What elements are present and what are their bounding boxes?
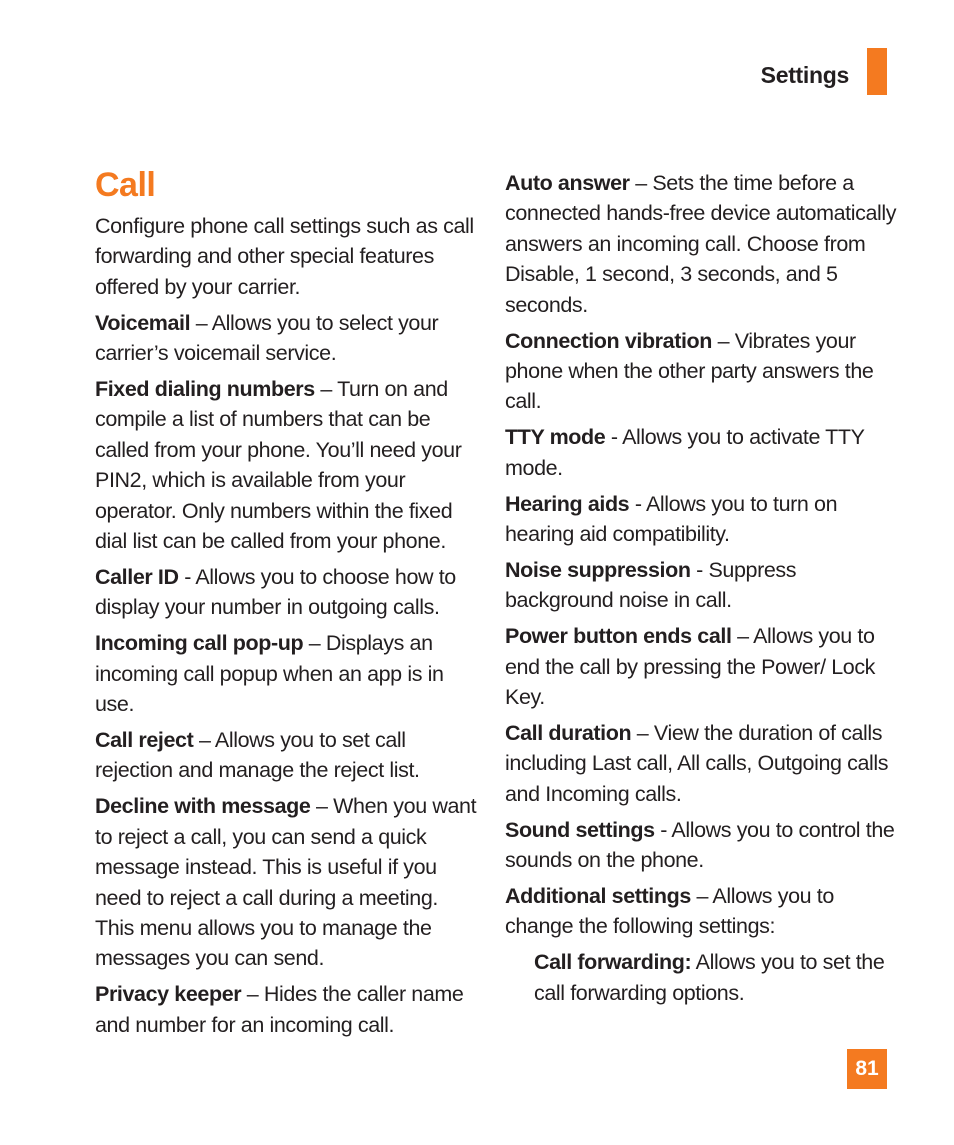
setting-desc: – Allows you to select your carrier’s voicemail service. xyxy=(95,310,439,366)
setting-call-forwarding xyxy=(505,947,897,1008)
setting-fixed-dialing xyxy=(95,374,480,556)
setting-term: Connection vibration xyxy=(505,328,713,353)
setting-power-button-ends-call xyxy=(505,621,897,712)
setting-hearing-aids xyxy=(505,489,897,550)
setting-term: Call forwarding: xyxy=(534,950,692,975)
setting-desc: – Hides the caller name and number for an incoming call. xyxy=(95,982,464,1037)
setting-connection-vibration xyxy=(505,326,897,417)
setting-decline-message xyxy=(95,791,480,973)
setting-term: Noise suppression xyxy=(505,557,691,582)
header-title: Settings xyxy=(760,62,849,88)
setting-term: TTY mode xyxy=(505,425,606,450)
setting-desc: - Suppress background noise in call. xyxy=(505,557,797,613)
setting-term: Decline with message xyxy=(95,794,311,819)
setting-additional-settings xyxy=(505,881,897,942)
section-title: Call xyxy=(95,166,156,204)
setting-desc: – Allows you to change the following settings: xyxy=(505,883,834,939)
setting-desc: – Allows you to end the call by pressing the Power/ Lock Key. xyxy=(505,624,876,709)
setting-term: Incoming call pop-up xyxy=(95,631,304,656)
setting-term: Caller ID xyxy=(95,564,179,589)
setting-desc: – Turn on and compile a list of numbers that can be called from your phone. You’ll need your PIN2, which is available from your operator. Only numbers within the fixed dial list can be called from your phone. xyxy=(95,377,462,554)
setting-call-reject xyxy=(95,725,480,786)
setting-noise-suppression xyxy=(505,555,897,616)
setting-desc: - Allows you to activate TTY mode. xyxy=(505,425,865,480)
setting-caller-id xyxy=(95,562,480,623)
setting-term: Auto answer xyxy=(505,171,630,195)
setting-term: Call reject xyxy=(95,728,194,752)
setting-sound-settings xyxy=(505,815,897,876)
setting-term: Hearing aids xyxy=(505,491,630,516)
setting-term: Additional settings xyxy=(505,883,691,908)
setting-desc: - Allows you to control the sounds on the phone. xyxy=(505,817,895,873)
setting-term: Fixed dialing numbers xyxy=(95,377,315,402)
setting-desc: – Displays an incoming call popup when an app is in use. xyxy=(95,631,444,717)
setting-desc: – Allows you to set call rejection and manage the reject list. xyxy=(95,728,420,783)
setting-incoming-popup xyxy=(95,628,480,719)
setting-desc: - Allows you to choose how to display your number in outgoing calls. xyxy=(95,564,456,620)
setting-term: Voicemail xyxy=(95,310,191,335)
page-number: 81 xyxy=(847,1049,887,1089)
setting-term: Sound settings xyxy=(505,817,655,842)
section-intro: Configure phone call settings such as call forwarding and other special features offered by your carrier. xyxy=(95,214,474,299)
setting-tty-mode xyxy=(505,422,897,483)
setting-desc: – Vibrates your phone when the other party answers the call. xyxy=(505,328,874,414)
right-column xyxy=(505,168,897,1014)
setting-term: Call duration xyxy=(505,720,632,745)
setting-desc: Allows you to set the call forwarding options. xyxy=(534,950,885,1005)
setting-term: Privacy keeper xyxy=(95,982,242,1007)
left-column xyxy=(95,211,480,1046)
setting-desc: – When you want to reject a call, you can send a quick message instead. This is useful if you need to reject a call during a meeting. This menu allows you to manage the messages you can send. xyxy=(95,794,477,971)
setting-privacy-keeper xyxy=(95,979,480,1040)
setting-call-duration xyxy=(505,718,897,809)
setting-desc: - Allows you to turn on hearing aid compatibility. xyxy=(505,491,838,546)
setting-term: Power button ends call xyxy=(505,624,732,649)
setting-auto-answer xyxy=(505,168,897,320)
setting-voicemail xyxy=(95,308,480,369)
setting-desc: – View the duration of calls including Last call, All calls, Outgoing calls and Incoming calls. xyxy=(505,720,889,806)
setting-desc: – Sets the time before a connected hands-free device automatically answers an incoming call. Choose from Disable, 1 second, 3 seconds, and 5 seconds. xyxy=(505,171,897,317)
header-accent-bar xyxy=(867,48,887,95)
